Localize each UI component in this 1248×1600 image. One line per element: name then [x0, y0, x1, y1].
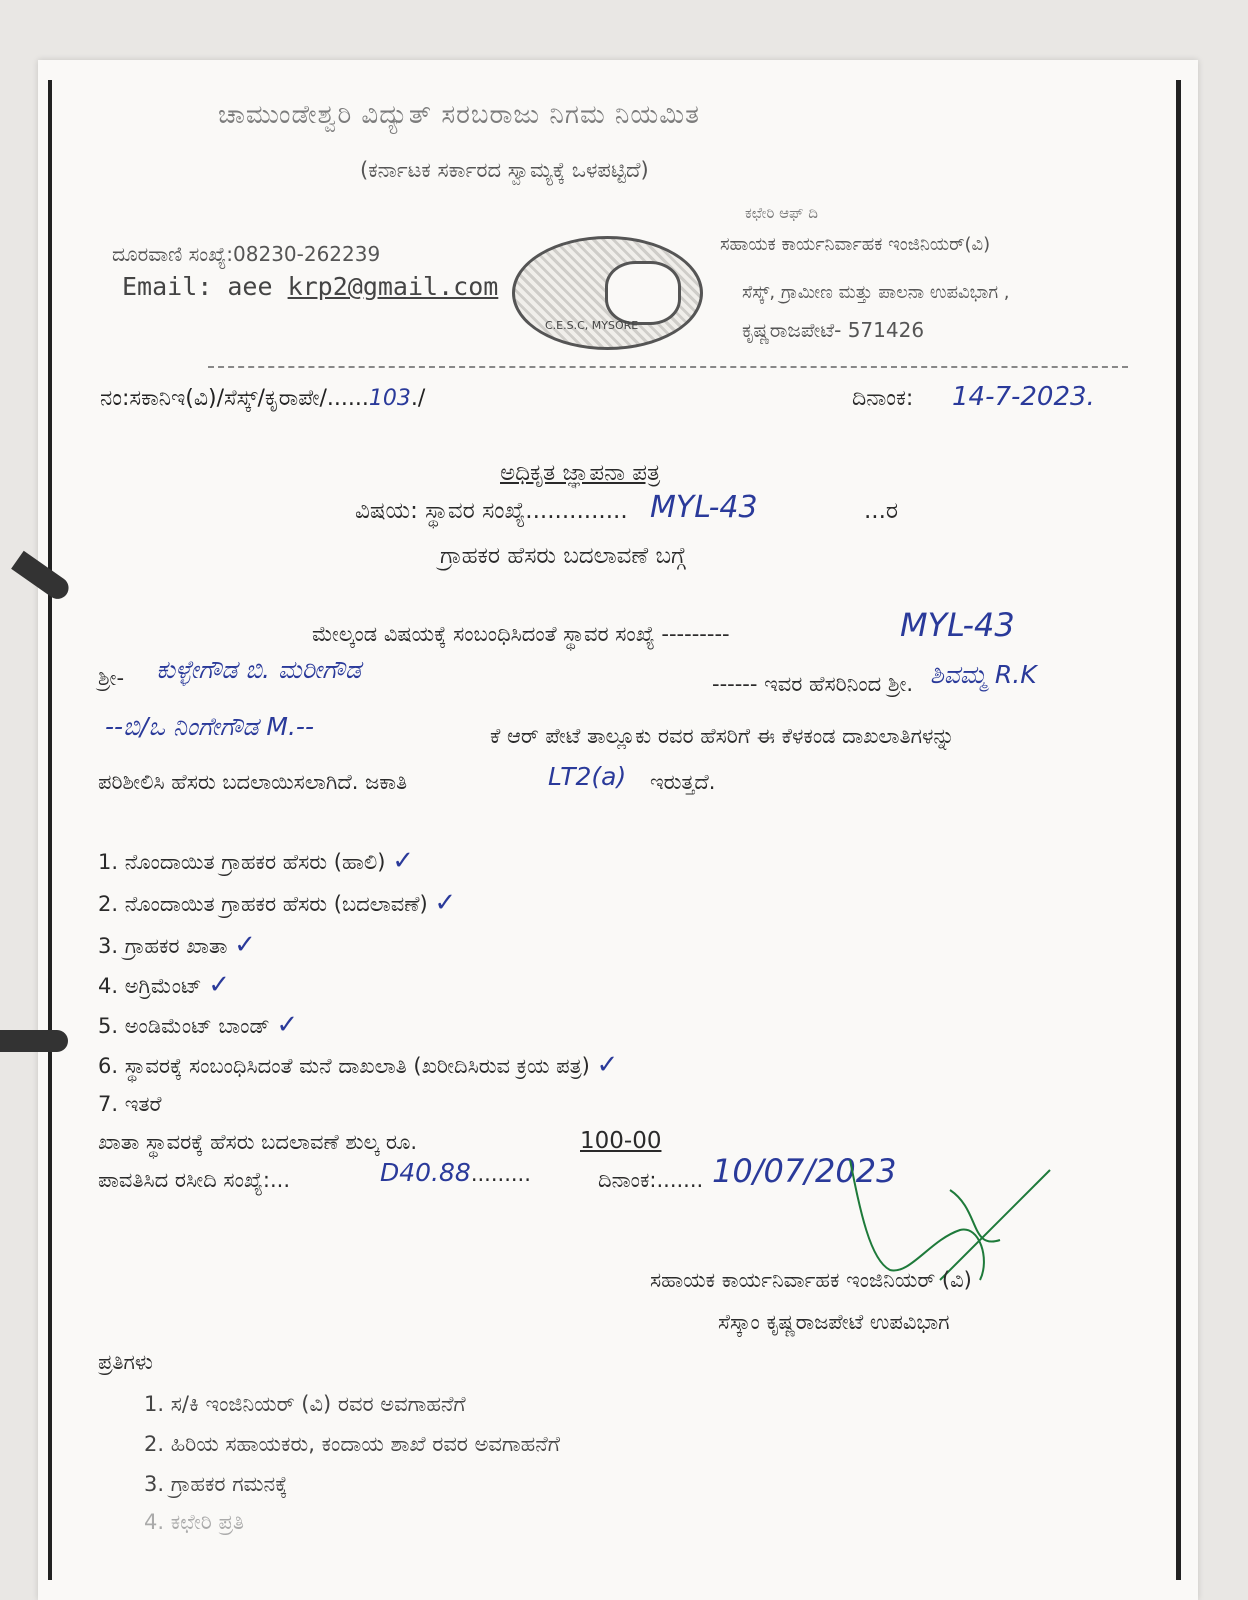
receipt-label: ಪಾವತಿಸಿದ ರಸೀದಿ ಸಂಖ್ಯೆ:...	[98, 1168, 291, 1192]
date-value: 14-7-2023.	[952, 382, 1095, 412]
receipt-number: D40.88.........	[380, 1158, 531, 1187]
checklist-item: 1. ನೊಂದಾಯಿತ ಗ್ರಾಹಕರ ಹೆಸರು (ಹಾಲಿ) ✓	[98, 846, 414, 876]
reference-number	[100, 386, 425, 411]
email-line	[122, 272, 498, 301]
header-divider	[208, 366, 1128, 368]
check-mark-icon: ✓	[234, 930, 256, 960]
copy-item: 2. ಹಿರಿಯ ಸಹಾಯಕರು, ಕಂದಾಯ ಶಾಖೆ ರವರ ಅವಗಾಹನೆಗೆ	[144, 1432, 560, 1456]
signatory-office: ಸೆಸ್ಕಾಂ ಕೃಷ್ಣರಾಜಪೇಟೆ ಉಪವಿಭಾಗ	[718, 1310, 950, 1334]
page-edge-left	[48, 80, 52, 1580]
check-mark-icon: ✓	[276, 1010, 299, 1040]
office-line-2: ಸೆಸ್ಕ್, ಗ್ರಾಮೀಣ ಮತ್ತು ಪಾಲನಾ ಉಪವಿಭಾಗ ,	[742, 282, 1010, 303]
copy-item: 4. ಕಛೇರಿ ಪ್ರತಿ	[144, 1510, 245, 1534]
office-title: ಕಛೇರಿ ಆಫ್ ದಿ	[745, 204, 818, 222]
checklist-item: 5. ಅಂಡಿಮೆಂಟ್ ಬಾಂಡ್ ✓	[98, 1010, 299, 1040]
consumer-relation: --ಬಿ/ಒ ನಿಂಗೇಗೌಡ M.--	[105, 712, 314, 741]
body-line-4: ಪರಿಶೀಲಿಸಿ ಹೆಸರು ಬದಲಾಯಿಸಲಾಗಿದೆ. ಜಕಾತಿ	[98, 770, 408, 794]
check-mark-icon: ✓	[208, 970, 231, 1000]
checklist-item: 6. ಸ್ಥಾವರಕ್ಕೆ ಸಂಬಂಧಿಸಿದಂತೆ ಮನೆ ದಾಖಲಾತಿ (ಖರೀದಿಸಿರುವ ಕ್ರಯ ಪತ್ರ) ✓	[98, 1050, 619, 1080]
phone-number: ದೂರವಾಣಿ ಸಂಖ್ಯೆ:08230-262239	[112, 242, 381, 266]
check-mark-icon: ✓	[434, 888, 457, 918]
email-label: Email: aee	[122, 272, 288, 301]
body-prefix: ಶ್ರೀ-	[98, 666, 125, 690]
office-line-1: ಸಹಾಯಕ ಕಾರ್ಯನಿರ್ವಾಹಕ ಇಂಜಿನಿಯರ್(ವಿ)	[720, 234, 991, 255]
receipt-date: 10/07/2023	[712, 1152, 897, 1190]
subject-installation-number: MYL-43	[650, 490, 758, 525]
fee-amount: 100-00	[580, 1128, 662, 1154]
checklist-item: 2. ನೊಂದಾಯಿತ ಗ್ರಾಹಕರ ಹೆಸರು (ಬದಲಾವಣೆ) ✓	[98, 888, 457, 918]
receipt-date-label: ದಿನಾಂಕ:.......	[598, 1168, 704, 1192]
fee-label: ಖಾತಾ ಸ್ಥಾವರಕ್ಕೆ ಹೆಸರು ಬದಲಾವಣೆ ಶುಲ್ಕ ರೂ.	[98, 1130, 418, 1154]
new-consumer-name: ಶಿವಮ್ಮ R.K	[930, 660, 1037, 689]
org-name: ಚಾಮುಂಡೇಶ್ವರಿ ವಿದ್ಯುತ್ ಸರಬರಾಜು ನಿಗಮ ನಿಯಮಿತ	[218, 100, 700, 130]
date-label: ದಿನಾಂಕ:	[852, 386, 914, 411]
office-line-3: ಕೃಷ್ಣರಾಜಪೇಟೆ- 571426	[742, 318, 925, 342]
tariff-value: LT2(a)	[548, 762, 627, 791]
checklist-item: 4. ಅಗ್ರಿಮೆಂಟ್ ✓	[98, 970, 231, 1000]
checklist-item: 7. ಇತರೆ	[98, 1092, 162, 1116]
copy-item: 3. ಗ್ರಾಹಕರ ಗಮನಕ್ಕೆ	[144, 1472, 288, 1496]
page-edge-right	[1176, 80, 1181, 1580]
old-consumer-name: ಕುಳ್ಳೇಗೌಡ ಬಿ. ಮರೀಗೌಡ	[156, 655, 361, 684]
reference-label: ನಂ:ಸಕಾನಿಇ(ವಿ)/ಸೆಸ್ಕ್/ಕೃರಾಪೇ/......	[100, 386, 369, 411]
body-line-4-end: ಇರುತ್ತದೆ.	[650, 770, 716, 794]
subject-line-2: ಗ್ರಾಹಕರ ಹೆಸರು ಬದಲಾವಣೆ ಬಗ್ಗೆ	[440, 543, 686, 569]
subject-label: ವಿಷಯ: ಸ್ಥಾವರ ಸಂಖ್ಯೆ..............	[355, 498, 628, 524]
signatory-designation: ಸಹಾಯಕ ಕಾರ್ಯನಿರ್ವಾಹಕ ಇಂಜಿನಿಯರ್ (ವಿ)	[650, 1268, 972, 1292]
subject-suffix: ...ರ	[864, 498, 899, 524]
email-value: krp2@gmail.com	[287, 272, 499, 301]
check-mark-icon: ✓	[596, 1050, 619, 1080]
checklist-item: 3. ಗ್ರಾಹಕರ ಖಾತಾ ✓	[98, 930, 256, 960]
seal-text: C.E.S.C, MYSORE	[545, 319, 639, 332]
reference-value: 103	[368, 386, 411, 411]
reference-suffix: ./	[410, 386, 426, 411]
check-mark-icon: ✓	[392, 846, 414, 876]
body-installation-number: MYL-43	[900, 606, 1015, 644]
copies-label: ಪ್ರತಿಗಳು	[98, 1350, 153, 1374]
cesc-seal-logo	[512, 236, 703, 350]
document-title: ಅಧಿಕೃತ ಜ್ಞಾಪನಾ ಪತ್ರ	[500, 460, 661, 486]
gov-note: (ಕರ್ನಾಟಕ ಸರ್ಕಾರದ ಸ್ವಾಮ್ಯಕ್ಕೆ ಒಳಪಟ್ಟಿದೆ)	[360, 158, 649, 182]
body-line-2: ------ ಇವರ ಹೆಸರಿನಿಂದ ಶ್ರೀ.	[712, 672, 914, 696]
seal-emblem-icon	[605, 261, 681, 325]
body-line-3: ಕೆ ಆರ್ ಪೇಟೆ ತಾಲ್ಲೂಕು ರವರ ಹೆಸರಿಗೆ ಈ ಕೆಳಕಂಡ ದಾಖಲಾತಿಗಳನ್ನು	[490, 724, 955, 748]
body-line-1: ಮೇಲ್ಕಂಡ ವಿಷಯಕ್ಕೆ ಸಂಬಂಧಿಸಿದಂತೆ ಸ್ಥಾವರ ಸಂಖ್ಯೆ ---------	[312, 622, 730, 646]
binder-clip-bottom	[0, 1030, 68, 1052]
copy-item: 1. ಸ/ಕಿ ಇಂಜಿನಿಯರ್ (ವಿ) ರವರ ಅವಗಾಹನೆಗೆ	[144, 1392, 466, 1416]
